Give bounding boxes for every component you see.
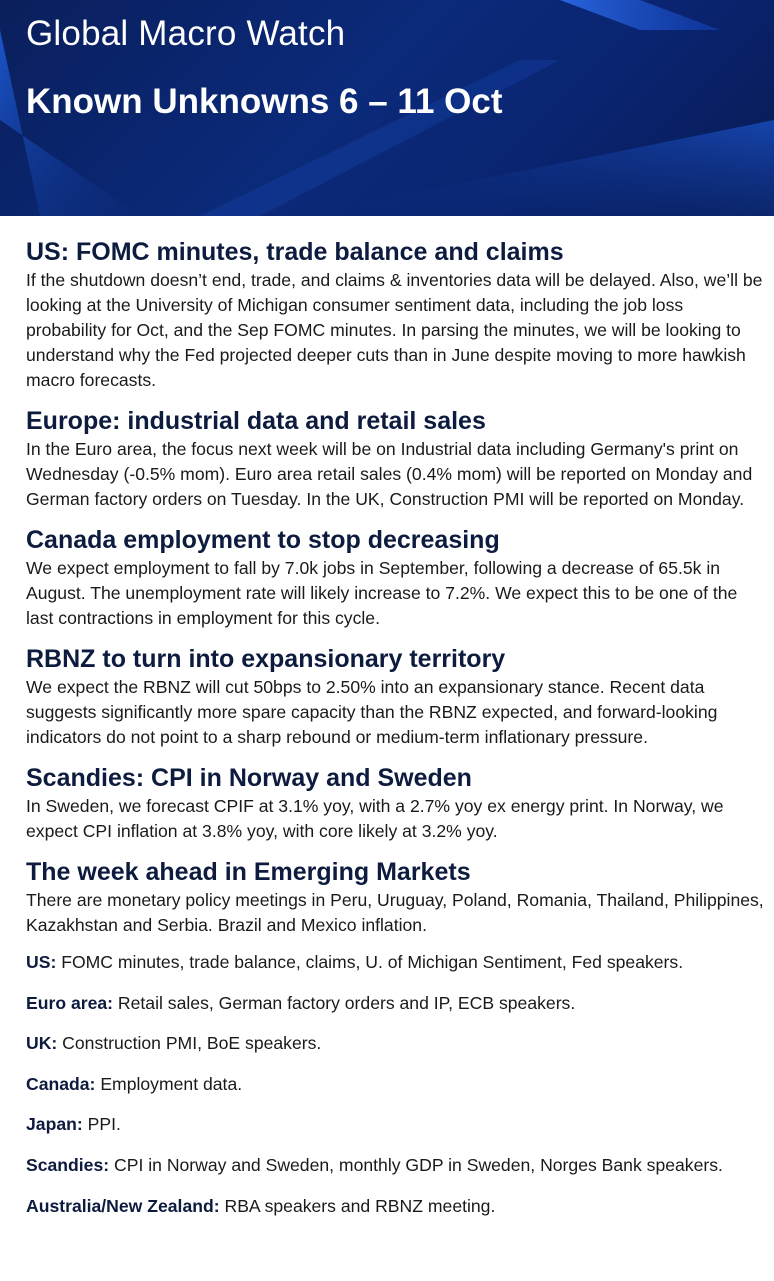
calendar-region: UK:	[26, 1033, 58, 1054]
calendar-row-canada	[26, 1072, 768, 1097]
calendar-events: PPI.	[87, 1114, 121, 1135]
section-heading: RBNZ to turn into expansionary territory	[26, 645, 506, 673]
calendar-row-uk	[26, 1031, 768, 1056]
section-body: We expect the RBNZ will cut 50bps to 2.50% into an expansionary stance. Recent data suggests significantly more spare capacity than the RBNZ expected, and forward-looking indicators do not point to a sharp rebound or medium-term inflationary pressure.	[26, 677, 718, 747]
calendar-events: Construction PMI, BoE speakers.	[62, 1033, 322, 1054]
calendar-events: Employment data.	[100, 1073, 243, 1094]
calendar-row-scandies	[26, 1153, 768, 1178]
section-europe	[26, 405, 768, 512]
section-heading: US: FOMC minutes, trade balance and claims	[26, 238, 564, 266]
calendar-events: Retail sales, German factory orders and IP, ECB speakers.	[117, 992, 576, 1013]
section-body: In Sweden, we forecast CPIF at 3.1% yoy, with a 2.7% yoy ex energy print. In Norway, we expect CPI inflation at 3.8% yoy, with core likely at 3.2% yoy.	[26, 796, 724, 841]
calendar-row-australia-new-zealand	[26, 1194, 768, 1219]
calendar-events: CPI in Norway and Sweden, monthly GDP in Sweden, Norges Bank speakers.	[114, 1154, 723, 1175]
publication-title: Global Macro Watch	[26, 14, 346, 53]
section-rbnz	[26, 643, 768, 750]
calendar-region: Canada:	[26, 1073, 96, 1094]
header-banner	[0, 0, 774, 216]
section-canada	[26, 524, 768, 631]
section-scandies	[26, 762, 768, 844]
calendar-region: Scandies:	[26, 1154, 110, 1175]
calendar-region: Japan:	[26, 1114, 83, 1135]
calendar-row-euro-area	[26, 991, 768, 1016]
main-content	[26, 236, 768, 1234]
section-heading: Scandies: CPI in Norway and Sweden	[26, 764, 472, 792]
calendar-region: US:	[26, 952, 57, 972]
section-us	[26, 236, 768, 393]
section-heading: Canada employment to stop decreasing	[26, 526, 500, 554]
calendar-events: FOMC minutes, trade balance, claims, U. of Michigan Sentiment, Fed speakers.	[61, 952, 684, 972]
issue-title: Known Unknowns 6 – 11 Oct	[26, 82, 503, 121]
calendar-region: Euro area:	[26, 992, 114, 1013]
section-heading: Europe: industrial data and retail sales	[26, 407, 486, 435]
week-calendar	[26, 950, 768, 1219]
section-emerging-markets	[26, 856, 768, 938]
section-body: We expect employment to fall by 7.0k jobs in September, following a decrease of 65.5k in August. The unemployment rate will likely increase to 7.2%. We expect this to be one of the last contractions in employment for this cycle.	[26, 558, 738, 628]
section-body: There are monetary policy meetings in Peru, Uruguay, Poland, Romania, Thailand, Philippines, Kazakhstan and Serbia. Brazil and Mexico inflation.	[26, 890, 764, 935]
section-body: In the Euro area, the focus next week will be on Industrial data including Germany's print on Wednesday (-0.5% mom). Euro area retail sales (0.4% mom) will be reported on Monday and German factory orders on Tuesday. In the UK, Construction PMI will be reported on Monday.	[26, 439, 753, 509]
calendar-row-japan	[26, 1112, 768, 1137]
calendar-region: Australia/New Zealand:	[26, 1195, 220, 1216]
section-body: If the shutdown doesn’t end, trade, and claims & inventories data will be delayed. Also, we’ll be looking at the University of Michigan consumer sentiment data, including the job loss probability for Oct, and the Sep FOMC minutes. In parsing the minutes, we will be looking to understand why the Fed projected deeper cuts than in June despite moving to more hawkish macro forecasts.	[26, 270, 763, 390]
calendar-events: RBA speakers and RBNZ meeting.	[224, 1195, 496, 1216]
calendar-row-us	[26, 950, 768, 975]
section-heading: The week ahead in Emerging Markets	[26, 858, 471, 886]
